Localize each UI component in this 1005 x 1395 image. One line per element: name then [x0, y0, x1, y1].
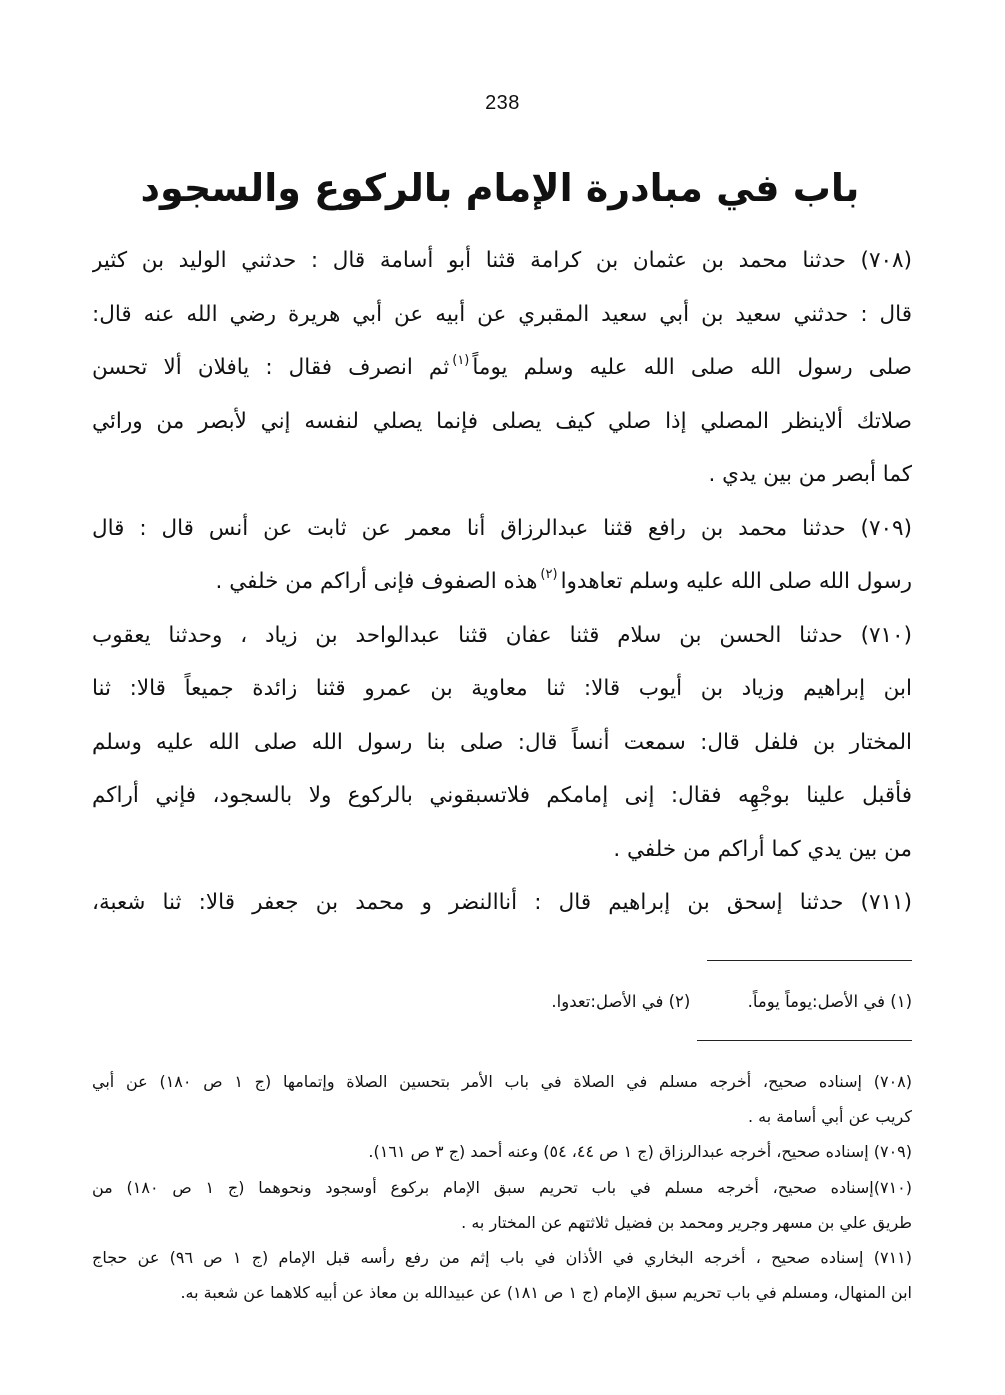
- note-line: (٧٠٩) إسناده صحيح، أخرجه عبدالرزاق (ج ١ ص ٤٤، ٥٤) وعنه أحمد (ج ٣ ص ١٦١).: [368, 1142, 912, 1162]
- note-line: طريق علي بن مسهر وجرير ومحمد بن فضيل ثلاثتهم عن المختار به .: [461, 1212, 912, 1232]
- text-line: صلاتك ألاينظر المصلي إذا صلي كيف يصلى فإنما يصلي لنفسه إني لأبصر من ورائي: [92, 408, 912, 434]
- text-segment: ثم انصرف فقال : يافلان ألا تحسن: [92, 355, 450, 380]
- text-line: [92, 555, 912, 609]
- page-number: 238: [485, 92, 520, 114]
- footnote-reference: (١): [452, 353, 470, 368]
- text-segment: صلى رسول الله صلى الله عليه وسلم يوماً: [472, 355, 912, 380]
- note-line: ابن المنهال، ومسلم في باب تحريم سبق الإمام (ج ١ ص ١٨١) عن عبيدالله بن معاذ عن أبيه كلاهما عن شعبة به.: [180, 1283, 912, 1303]
- text-line: (٧٠٨) حدثنا محمد بن عثمان بن كرامة قثنا أبو أسامة قال : حدثني الوليد بن كثير: [92, 248, 912, 273]
- text-line: فأقبل علينا بوجْهِه فقال: إنى إمامكم فلاتسبقوني بالركوع ولا بالسجود، فإني أراكم: [92, 783, 912, 808]
- text-line: من بين يدي كما أراكم من خلفي .: [613, 836, 912, 862]
- footnote-divider: [707, 960, 912, 961]
- text-line: (٧٠٩) حدثنا محمد بن رافع قثنا عبدالرزاق أنا معمر عن ثابت عن أنس قال : قال: [92, 515, 912, 541]
- note-line: (٧١١) إسناده صحيح ، أخرجه البخاري في الأذان في باب إثم من رفع رأسه قبل الإمام (ج ١ ص ٩٦) عن حجاج: [92, 1247, 912, 1267]
- text-segment: رسول الله صلى الله عليه وسلم تعاهدوا: [560, 569, 912, 594]
- text-line: قال : حدثني سعيد بن أبي سعيد المقبري عن أبيه عن أبي هريرة رضي الله عنه قال:: [92, 301, 912, 327]
- hadith-text: [92, 234, 912, 930]
- chapter-title: باب في مبادرة الإمام بالركوع والسجود: [140, 166, 860, 210]
- text-line: ابن إبراهيم وزياد بن أيوب قالا: ثنا معاوية بن عمرو قثنا زائدة جميعاً قالا: ثنا: [92, 676, 912, 701]
- note-line: كريب عن أبي أسامة به .: [748, 1107, 912, 1127]
- text-line: المختار بن فلفل قال: سمعت أنساً قال: صلى بنا رسول الله صلى الله عليه وسلم: [92, 729, 912, 755]
- note-line: (٧٠٨) إسناده صحيح، أخرجه مسلم في الصلاة في باب الأمر بتحسين الصلاة وإتمامها (ج ١ ص ١٨٠) عن أبي: [92, 1072, 912, 1091]
- notes-divider: [697, 1040, 912, 1041]
- text-line: (٧١٠) حدثنا الحسن بن سلام قثنا عفان قثنا عبدالواحد بن زياد ، وحدثنا يعقوب: [92, 622, 912, 648]
- footnotes: [551, 988, 912, 1016]
- takhrij-notes: [92, 1064, 912, 1310]
- note-line: (٧١٠)إسناده صحيح، أخرجه مسلم في باب تحريم سبق الإمام بركوع أوسجود ونحوهما (ج ١ ص ١٨٠) من: [92, 1177, 912, 1197]
- text-line: كما أبصر من بين يدي .: [708, 462, 912, 487]
- footnote-reference: (٢): [540, 567, 558, 582]
- text-line: [92, 341, 912, 395]
- text-line: (٧١١) حدثنا إسحق بن إبراهيم قال : أناالنضر و محمد بن جعفر قالا: ثنا شعبة،: [92, 890, 912, 915]
- text-segment: هذه الصفوف فإنى أراكم من خلفي .: [215, 569, 538, 594]
- footnote-2: (٢) في الأصل:تعدوا.: [551, 992, 691, 1011]
- footnote-1: (١) في الأصل:يوماً يوماً.: [747, 992, 912, 1011]
